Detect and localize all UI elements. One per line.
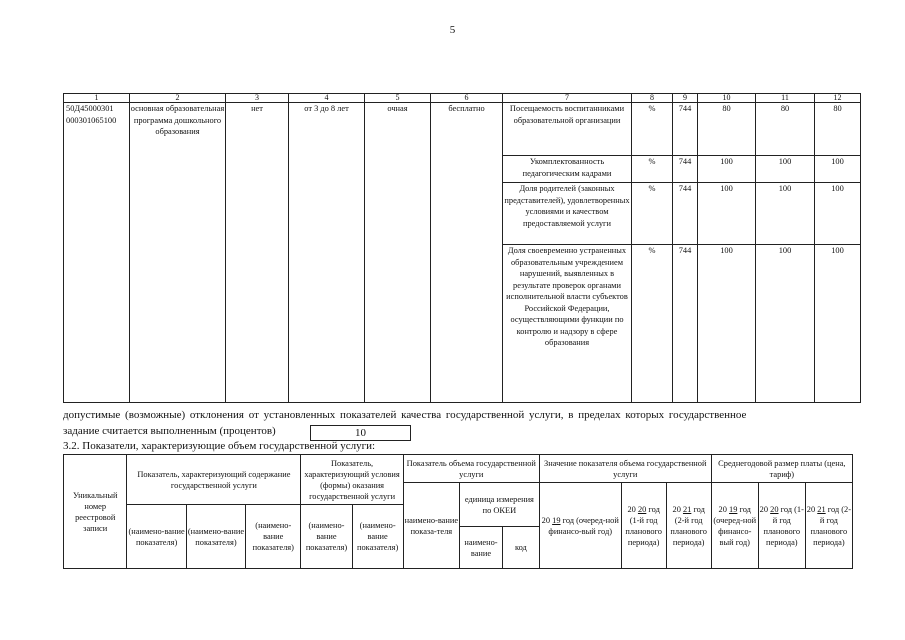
deviation-text-line1: допустимые (возможные) отклонения от установленных показателей качества государственной услуги, в пределах которых государственное (63, 409, 747, 421)
col-number: 6 (431, 94, 503, 103)
value-year1: 80 (698, 103, 756, 156)
unit-name-header: наимено-вание (460, 527, 503, 569)
col-number: 3 (226, 94, 289, 103)
col-number: 8 (632, 94, 673, 103)
form-of-study: очная (365, 103, 431, 403)
value-year2: 100 (756, 183, 815, 245)
col3-value: нет (226, 103, 289, 403)
unit: % (632, 103, 673, 156)
payment-type: бесплатно (431, 103, 503, 403)
indicator-name: Доля своевременно устраненных образовательным учреждением нарушений, выявленных в результате проверок органами исполнительной власти субъектов Российской Федерации, осуществляющими функции по контролю и надзору в сфере образования (503, 245, 632, 403)
year-header: 20 21 год (2-й год планового периода) (805, 483, 852, 569)
column-numbers-row (64, 94, 861, 103)
sub-indicator-header: (наимено-вание показателя) (127, 505, 186, 569)
value-year2: 100 (756, 245, 815, 403)
conditions-header: Показатель, характеризующий условия (формы) оказания государственной услуги (301, 455, 403, 505)
volume-header: Показатель объема государственной услуги (403, 455, 539, 483)
deviation-value-box: 10 (310, 425, 411, 441)
sub-indicator-header: (наимено-вание показателя) (301, 505, 352, 569)
unit: % (632, 156, 673, 183)
volume-indicators-table (63, 454, 853, 569)
sub-indicator-header: (наимено-вание показателя) (186, 505, 245, 569)
year-header: 20 20 год (1-й год планового периода) (621, 483, 666, 569)
col-number: 9 (673, 94, 698, 103)
quality-indicators-table (63, 93, 861, 403)
col-number: 10 (698, 94, 756, 103)
registry-code: 50Д45000301 000301065100 (64, 103, 130, 403)
okei-code: 744 (673, 183, 698, 245)
col-number: 12 (815, 94, 861, 103)
okei-code: 744 (673, 103, 698, 156)
col-number: 4 (289, 94, 365, 103)
unit-code-header: код (502, 527, 539, 569)
value-year3: 100 (815, 183, 861, 245)
unit: % (632, 183, 673, 245)
value-year3: 100 (815, 156, 861, 183)
value-year1: 100 (698, 183, 756, 245)
year-header: 20 19 год (очеред-ной финансо-вый год) (539, 483, 621, 569)
col-number: 7 (503, 94, 632, 103)
value-year2: 100 (756, 156, 815, 183)
year-header: 20 20 год (1-й год планового периода) (758, 483, 805, 569)
unit-okei-header: единица измерения по ОКЕИ (460, 483, 540, 527)
section-title: 3.2. Показатели, характеризующие объем государственной услуги: (63, 440, 376, 452)
sub-indicator-header: (наимено-вание показателя) (352, 505, 403, 569)
value-year2: 80 (756, 103, 815, 156)
indicator-name: Посещаемость воспитанниками образовательной организации (503, 103, 632, 156)
year-header: 20 21 год (2-й год планового периода) (666, 483, 711, 569)
okei-code: 744 (673, 156, 698, 183)
unit: % (632, 245, 673, 403)
value-year3: 100 (815, 245, 861, 403)
indicator-name-header: наимено-вание показа-теля (403, 483, 459, 569)
col-number: 11 (756, 94, 815, 103)
value-year1: 100 (698, 156, 756, 183)
deviation-text-line2: задание считается выполненным (процентов) (63, 425, 276, 437)
year-header: 20 19 год (очеред-ной финансо-вый год) (711, 483, 758, 569)
content-header: Показатель, характеризующий содержание государственной услуги (127, 455, 301, 505)
okei-code: 744 (673, 245, 698, 403)
col-number: 2 (130, 94, 226, 103)
sub-indicator-header: (наимено-вание показателя) (246, 505, 301, 569)
value-year3: 80 (815, 103, 861, 156)
table-row (64, 103, 861, 156)
indicator-name: Доля родителей (законных представителей), удовлетворенных условиями и качеством предоставляемой услуги (503, 183, 632, 245)
page-number: 5 (449, 24, 456, 36)
volume-value-header: Значение показателя объема государственной услуги (539, 455, 711, 483)
value-year1: 100 (698, 245, 756, 403)
indicator-name: Укомплектованность педагогическим кадрами (503, 156, 632, 183)
fee-header: Среднегодовой размер платы (цена, тариф) (711, 455, 852, 483)
col-number: 1 (64, 94, 130, 103)
col-number: 5 (365, 94, 431, 103)
program-name: основная образовательная программа дошкольного образования (130, 103, 226, 403)
unique-number-header: Уникальный номер реестровой записи (64, 455, 127, 569)
age-range: от 3 до 8 лет (289, 103, 365, 403)
